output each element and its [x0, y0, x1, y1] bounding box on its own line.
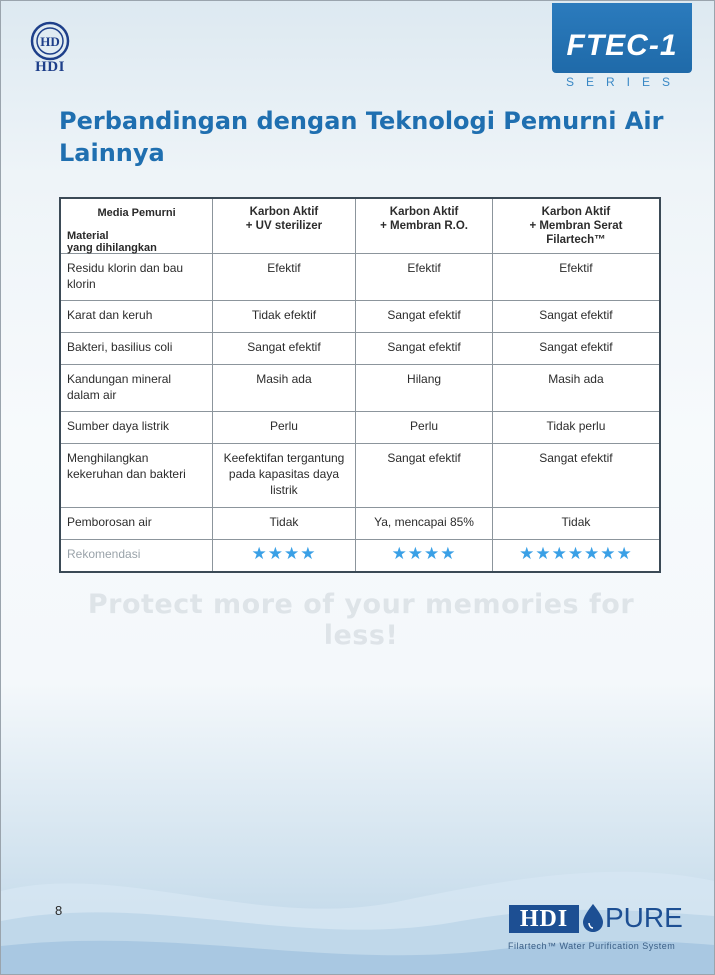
- table-cell: Tidak efektif: [212, 301, 356, 333]
- table-row: [60, 333, 660, 365]
- ftec-series-subtitle: SERIES: [565, 75, 682, 89]
- table-cell: Sangat efektif: [212, 333, 356, 365]
- table-row: [60, 412, 660, 444]
- ftec-series-badge: [552, 3, 692, 73]
- hdi-emblem-icon: [25, 21, 75, 61]
- corner-material-line1: Material: [67, 230, 109, 242]
- hdi-logo-text: HDI: [35, 59, 65, 75]
- table-cell: Perlu: [212, 412, 356, 444]
- table-cell: Ya, mencapai 85%: [356, 508, 493, 540]
- column-header-uv: [212, 198, 356, 254]
- table-cell: Sangat efektif: [492, 444, 660, 508]
- page-number: 8: [55, 903, 63, 918]
- table-cell: Tidak perlu: [492, 412, 660, 444]
- column-header-line: Karbon Aktif: [249, 206, 319, 218]
- rating-label: Rekomendasi: [60, 540, 212, 573]
- table-row: [60, 444, 660, 508]
- corner-material-line2: yang dihilangkan: [67, 242, 157, 254]
- table-cell: Masih ada: [492, 365, 660, 412]
- brand-tagline: Filartech™ Water Purification System: [508, 941, 676, 951]
- star-rating: ★★★★: [212, 540, 356, 573]
- table-cell: Sangat efektif: [492, 333, 660, 365]
- table-row: [60, 508, 660, 540]
- table-cell: Efektif: [356, 254, 493, 301]
- star-rating: ★★★★: [356, 540, 493, 573]
- table-cell: Keefektifan tergantung pada kapasitas daya listrik: [212, 444, 356, 508]
- row-label: Menghilangkan kekeruhan dan bakteri: [60, 444, 212, 508]
- corner-material-label: [67, 230, 157, 254]
- table-cell: Hilang: [356, 365, 493, 412]
- table-cell: Sangat efektif: [356, 333, 493, 365]
- corner-media-label: Media Pemurni: [97, 207, 176, 219]
- brand-hdi-text: HDI: [509, 905, 579, 933]
- brand-pure-text: PURE: [605, 902, 683, 933]
- table-cell: Sangat efektif: [492, 301, 660, 333]
- row-label: Kandungan mineral dalam air: [60, 365, 212, 412]
- column-header-line: + UV sterilizer: [245, 220, 323, 232]
- column-header-ro: [356, 198, 493, 254]
- hdi-logo: [25, 21, 75, 75]
- water-drop-icon: [581, 903, 605, 933]
- svg-text:HD: HD: [40, 34, 60, 49]
- column-header-filartech: [492, 198, 660, 254]
- table-cell: Tidak: [212, 508, 356, 540]
- table-cell: Efektif: [212, 254, 356, 301]
- table-row: [60, 254, 660, 301]
- column-header-line: + Membran Serat: [529, 220, 623, 232]
- table-cell: Perlu: [356, 412, 493, 444]
- table-cell: Sangat efektif: [356, 301, 493, 333]
- hdi-pure-logo: [509, 903, 681, 933]
- comparison-table: [59, 197, 661, 573]
- column-header-line: Filartech™: [546, 234, 606, 246]
- water-wave-decoration: [1, 821, 714, 974]
- column-header-line: + Membran R.O.: [380, 220, 468, 232]
- row-label: Karat dan keruh: [60, 301, 212, 333]
- table-cell: Efektif: [492, 254, 660, 301]
- row-label: Bakteri, basilius coli: [60, 333, 212, 365]
- column-header-line: Karbon Aktif: [541, 206, 611, 218]
- ftec-title: FTEC-1: [566, 29, 678, 62]
- row-label: Pemborosan air: [60, 508, 212, 540]
- table-cell: Masih ada: [212, 365, 356, 412]
- column-header-line: Karbon Aktif: [389, 206, 459, 218]
- table-corner-cell: [60, 198, 212, 254]
- page-title: Perbandingan dengan Teknologi Pemurni Air Lainnya: [59, 107, 664, 167]
- watermark-text: Protect more of your memories for less!: [87, 589, 635, 651]
- row-label: Sumber daya listrik: [60, 412, 212, 444]
- rating-row: [60, 540, 660, 573]
- table-cell: Tidak: [492, 508, 660, 540]
- table-row: [60, 365, 660, 412]
- table-header-row: [60, 198, 660, 254]
- table-cell: Sangat efektif: [356, 444, 493, 508]
- table-row: [60, 301, 660, 333]
- row-label: Residu klorin dan bau klorin: [60, 254, 212, 301]
- star-rating: ★★★★★★★: [492, 540, 660, 573]
